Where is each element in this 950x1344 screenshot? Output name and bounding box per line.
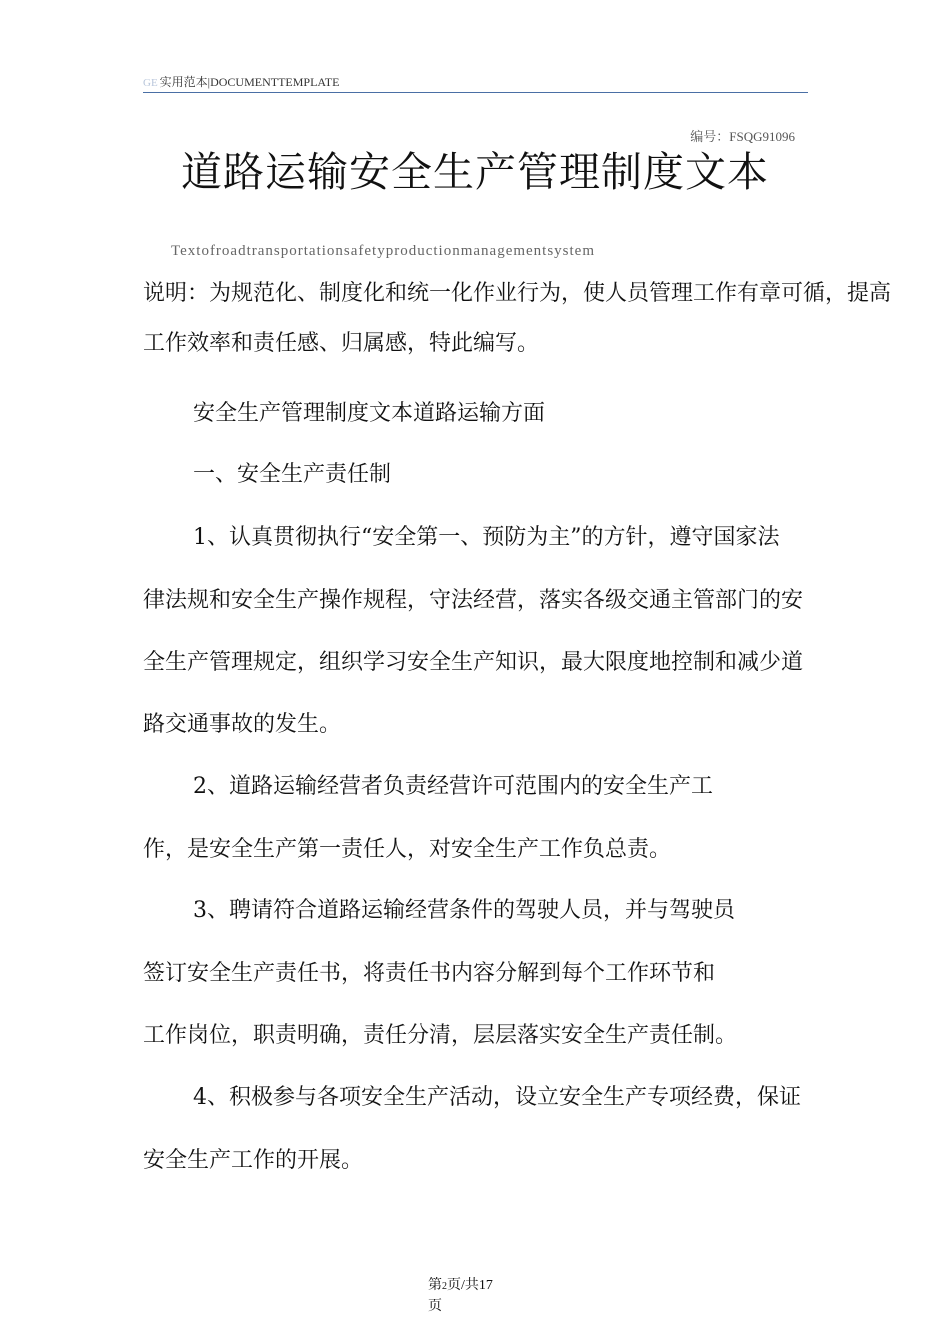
page-footer (428, 1276, 528, 1317)
document-code: 编号：FSQG91096 (690, 129, 795, 144)
page-title: 道路运输安全生产管理制度文本 (181, 148, 769, 196)
page-number: 2 (442, 1281, 447, 1292)
body-line: 4、积极参与各项安全生产活动，设立安全生产专项经费，保证 (193, 1085, 801, 1110)
logo-icon: GE (143, 77, 158, 89)
page-subtitle: Textofroadtransportationsafetyproductionmanagementsystem (171, 243, 596, 259)
body-line: 作，是安全生产第一责任人，对安全生产工作负总责。 (143, 837, 672, 862)
section-heading: 安全生产管理制度文本道路运输方面 (193, 401, 546, 426)
body-line: 工作效率和责任感、归属感，特此编写。 (143, 331, 540, 356)
page-total: 17 (478, 1278, 493, 1293)
body-line: 签订安全生产责任书，将责任书内容分解到每个工作环节和 (143, 961, 716, 986)
page-suffix: 页 (428, 1299, 442, 1314)
page-mid: 页/共 (447, 1278, 479, 1293)
body-line: 2、道路运输经营者负责经营许可范围内的安全生产工 (193, 774, 713, 799)
body-line: 说明：为规范化、制度化和统一化作业行为，使人员管理工作有章可循，提高 (143, 281, 892, 306)
body-line: 工作岗位，职责明确，责任分清，层层落实安全生产责任制。 (143, 1023, 738, 1048)
page-prefix: 第 (428, 1278, 442, 1293)
body-line: 路交通事故的发生。 (143, 712, 342, 737)
body-line: 3、聘请符合道路运输经营条件的驾驶人员，并与驾驶员 (193, 898, 735, 923)
body-line: 安全生产工作的开展。 (143, 1148, 364, 1173)
body-line: 1、认真贯彻执行“安全第一、预防为主”的方针，遵守国家法 (193, 525, 780, 550)
document-header (143, 74, 808, 93)
header-text: 实用范本|DOCUMENTTEMPLATE (159, 75, 340, 89)
body-line: 律法规和安全生产操作规程，守法经营，落实各级交通主管部门的安 (143, 588, 804, 613)
body-line: 全生产管理规定，组织学习安全生产知识，最大限度地控制和减少道 (143, 650, 804, 675)
section-heading: 一、安全生产责任制 (193, 462, 392, 487)
